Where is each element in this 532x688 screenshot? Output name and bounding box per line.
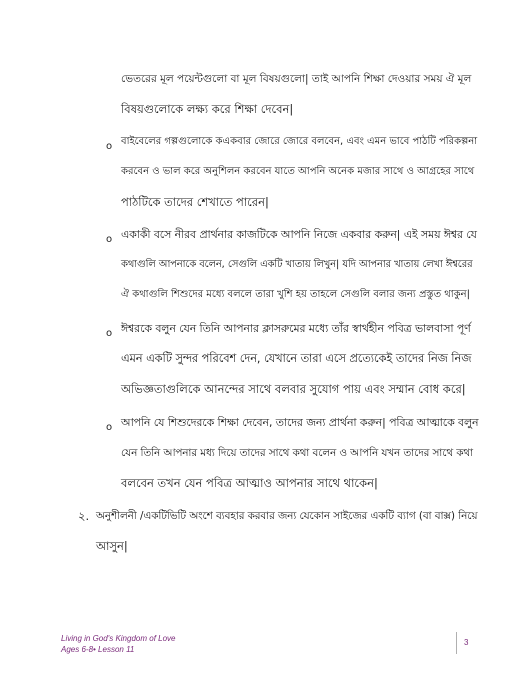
bullet-line: বলবেন তখন যেন পবিত্র আত্মাও আপনার সাথে থাকেন| [121,476,378,490]
bullet-line: একাকী বসে নীরব প্রার্থনার কাজটিকে আপনি নিজে একবার করুন| এই সময় ঈশ্বর যে [121,228,477,241]
numbered-line: আসুন| [96,539,128,553]
bullet-line: যেন তিনি আপনার মধ্য দিয়ে তাদের সাথে কথা বলেন ও আপনি যখন তাদের সাথে কথা [121,447,474,459]
bullet-marker: o [106,234,113,245]
bullet-marker: o [106,422,113,433]
footer-title: Living in God's Kingdom of Love [61,634,176,643]
bullet-marker: o [106,328,113,339]
numbered-line: অনুশীলনী /একটিভিটি অংশে ব্যবহার করবার জন্য যেকোন সাইজের একটি ব্যাগ (বা বাক্স) নিয়ে [96,510,478,522]
page-number: 3 [464,638,469,647]
bullet-line: কথাগুলি আপনাকে বলেন, সেগুলি একটি খাতায় লিখুন| যদি আপনার খাতায় লেখা ঈশ্বরের [121,259,473,270]
footer-divider [456,632,457,654]
bullet-line: ঈশ্বরকে বলুন যেন তিনি আপনার ক্লাসরুমের মধ্যে তাঁর স্বার্থহীন পবিত্র ভালবাসা পূর্ণ [121,322,471,335]
body-line: ভেতরের মূল পয়েন্টগুলো বা মূল বিষয়গুলো| তাই আপনি শিক্ষা দেওয়ার সময় ঐ মূল [121,73,472,85]
bullet-line: পাঠটিকে তাদের শেখাতে পারেন| [121,195,269,209]
bullet-line: অভিজ্ঞতাগুলিকে আনন্দের সাথে বলবার সুযোগ পায় এবং সম্মান বোধ করে| [121,382,466,396]
bullet-line: করবেন ও ভাল করে অনুশিলন করবেন যাতে আপনি অনেক মজার সাথে ও আগ্রহের সাথে [121,166,475,177]
bullet-line: আপনি যে শিশুদেরকে শিক্ষা দেবেন, তাদের জন্য প্রার্থনা করুন| পবিত্র আত্মাকে বলুন [121,416,479,429]
bullet-line: এমন একটি সুন্দর পরিবেশ দেন, যেখানে তারা এসে প্রত্যেকেই তাদের নিজ নিজ [121,352,472,365]
footer-subtitle: Ages 6-8• Lesson 11 [61,645,135,654]
bullet-line: ঐ কথাগুলি শিশুদের মধ্যে বললে তারা খুশি হয় তাহলে সেগুলি বলার জন্য প্রস্তুত থাকুন| [121,289,470,300]
bullet-marker: o [106,141,113,152]
list-number: ২. [78,509,90,523]
body-line: বিষয়গুলোকে লক্ষ্য করে শিক্ষা দেবেন| [121,102,294,116]
bullet-line: বাইবেলের গল্পগুলোকে কএকবার জোরে জোরে বলবেন, এবং এমন ভাবে পাঠটি পরিকল্পনা [121,136,478,147]
